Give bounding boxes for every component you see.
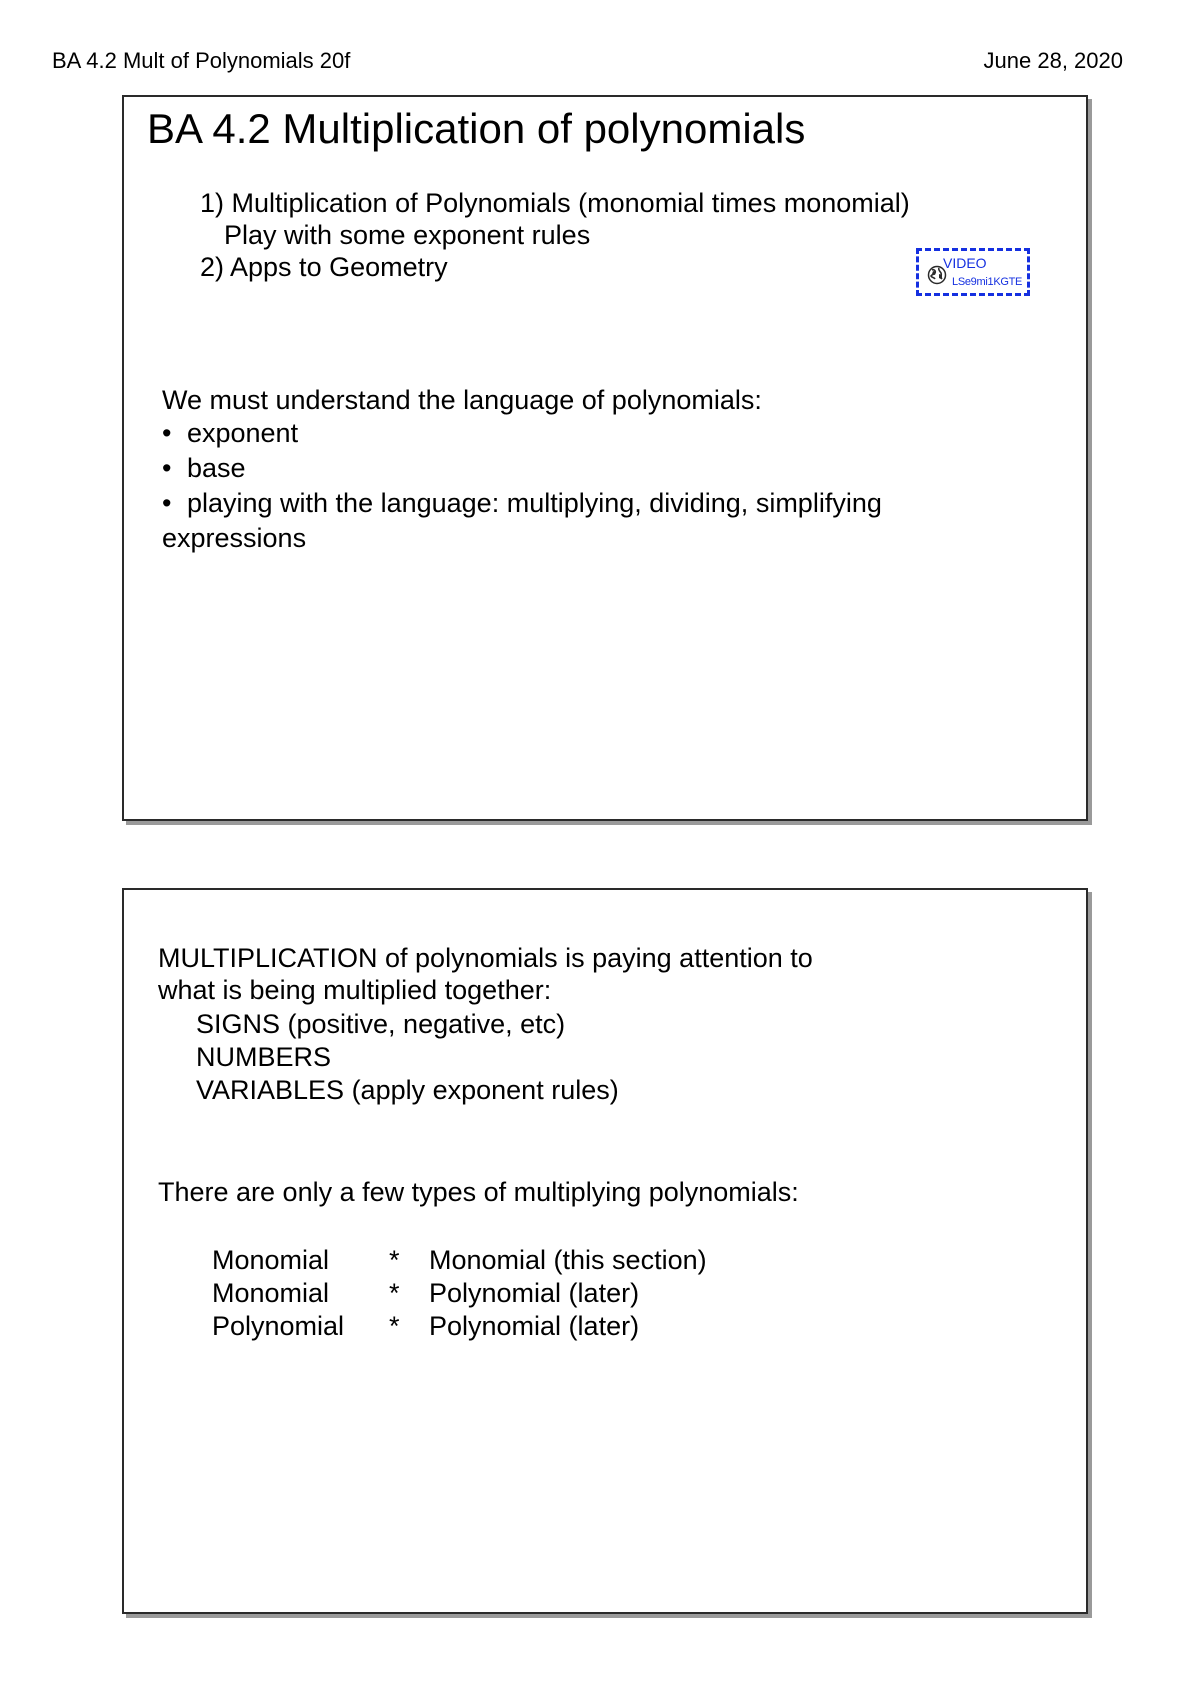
paragraph-line-1: MULTIPLICATION of polynomials is paying attention to bbox=[158, 943, 813, 973]
type-right: Monomial (this section) bbox=[429, 1245, 707, 1275]
slide-title: BA 4.2 Multiplication of polynomials bbox=[147, 105, 806, 152]
type-op: * bbox=[389, 1245, 400, 1275]
type-left: Polynomial bbox=[212, 1311, 345, 1341]
bullet-continuation: expressions bbox=[162, 523, 307, 553]
page-header-title: BA 4.2 Mult of Polynomials 20f bbox=[52, 48, 351, 73]
bullet-text: playing with the language: multiplying, dividing, simplifying bbox=[186, 488, 882, 518]
outline-item-2: 2) Apps to Geometry bbox=[200, 252, 448, 282]
outline-item-1: 1) Multiplication of Polynomials (monomial times monomial) bbox=[200, 188, 910, 218]
slide-1 bbox=[122, 95, 1088, 821]
type-right: Polynomial (later) bbox=[429, 1311, 640, 1341]
bullet-text: exponent bbox=[186, 418, 299, 448]
type-left: Monomial bbox=[212, 1278, 330, 1308]
paragraph-line-2: what is being multiplied together: bbox=[158, 975, 552, 1005]
item-variables: VARIABLES (apply exponent rules) bbox=[196, 1075, 619, 1105]
video-label: VIDEO bbox=[943, 255, 987, 271]
type-op: * bbox=[389, 1278, 400, 1308]
slide-2 bbox=[122, 888, 1088, 1614]
item-numbers: NUMBERS bbox=[196, 1042, 332, 1072]
bullet-dot: • bbox=[162, 488, 172, 518]
type-left: Monomial bbox=[212, 1245, 330, 1275]
type-right: Polynomial (later) bbox=[429, 1278, 640, 1308]
item-signs: SIGNS (positive, negative, etc) bbox=[196, 1009, 566, 1039]
type-op: * bbox=[389, 1311, 400, 1341]
bullet-dot: • bbox=[162, 418, 172, 448]
paragraph-types: There are only a few types of multiplying polynomials: bbox=[158, 1177, 799, 1207]
page-header-date: June 28, 2020 bbox=[983, 48, 1123, 73]
bullet-text: base bbox=[186, 453, 246, 483]
intro-text: We must understand the language of polynomials: bbox=[162, 385, 762, 415]
bullet-item bbox=[162, 417, 298, 449]
video-id: LSe9mi1KGTE bbox=[952, 276, 1023, 288]
video-link[interactable] bbox=[916, 248, 1030, 296]
bullet-dot: • bbox=[162, 453, 172, 483]
bullet-item bbox=[162, 487, 882, 519]
outline-item-1-sub: Play with some exponent rules bbox=[224, 220, 591, 250]
bullet-item bbox=[162, 452, 246, 484]
